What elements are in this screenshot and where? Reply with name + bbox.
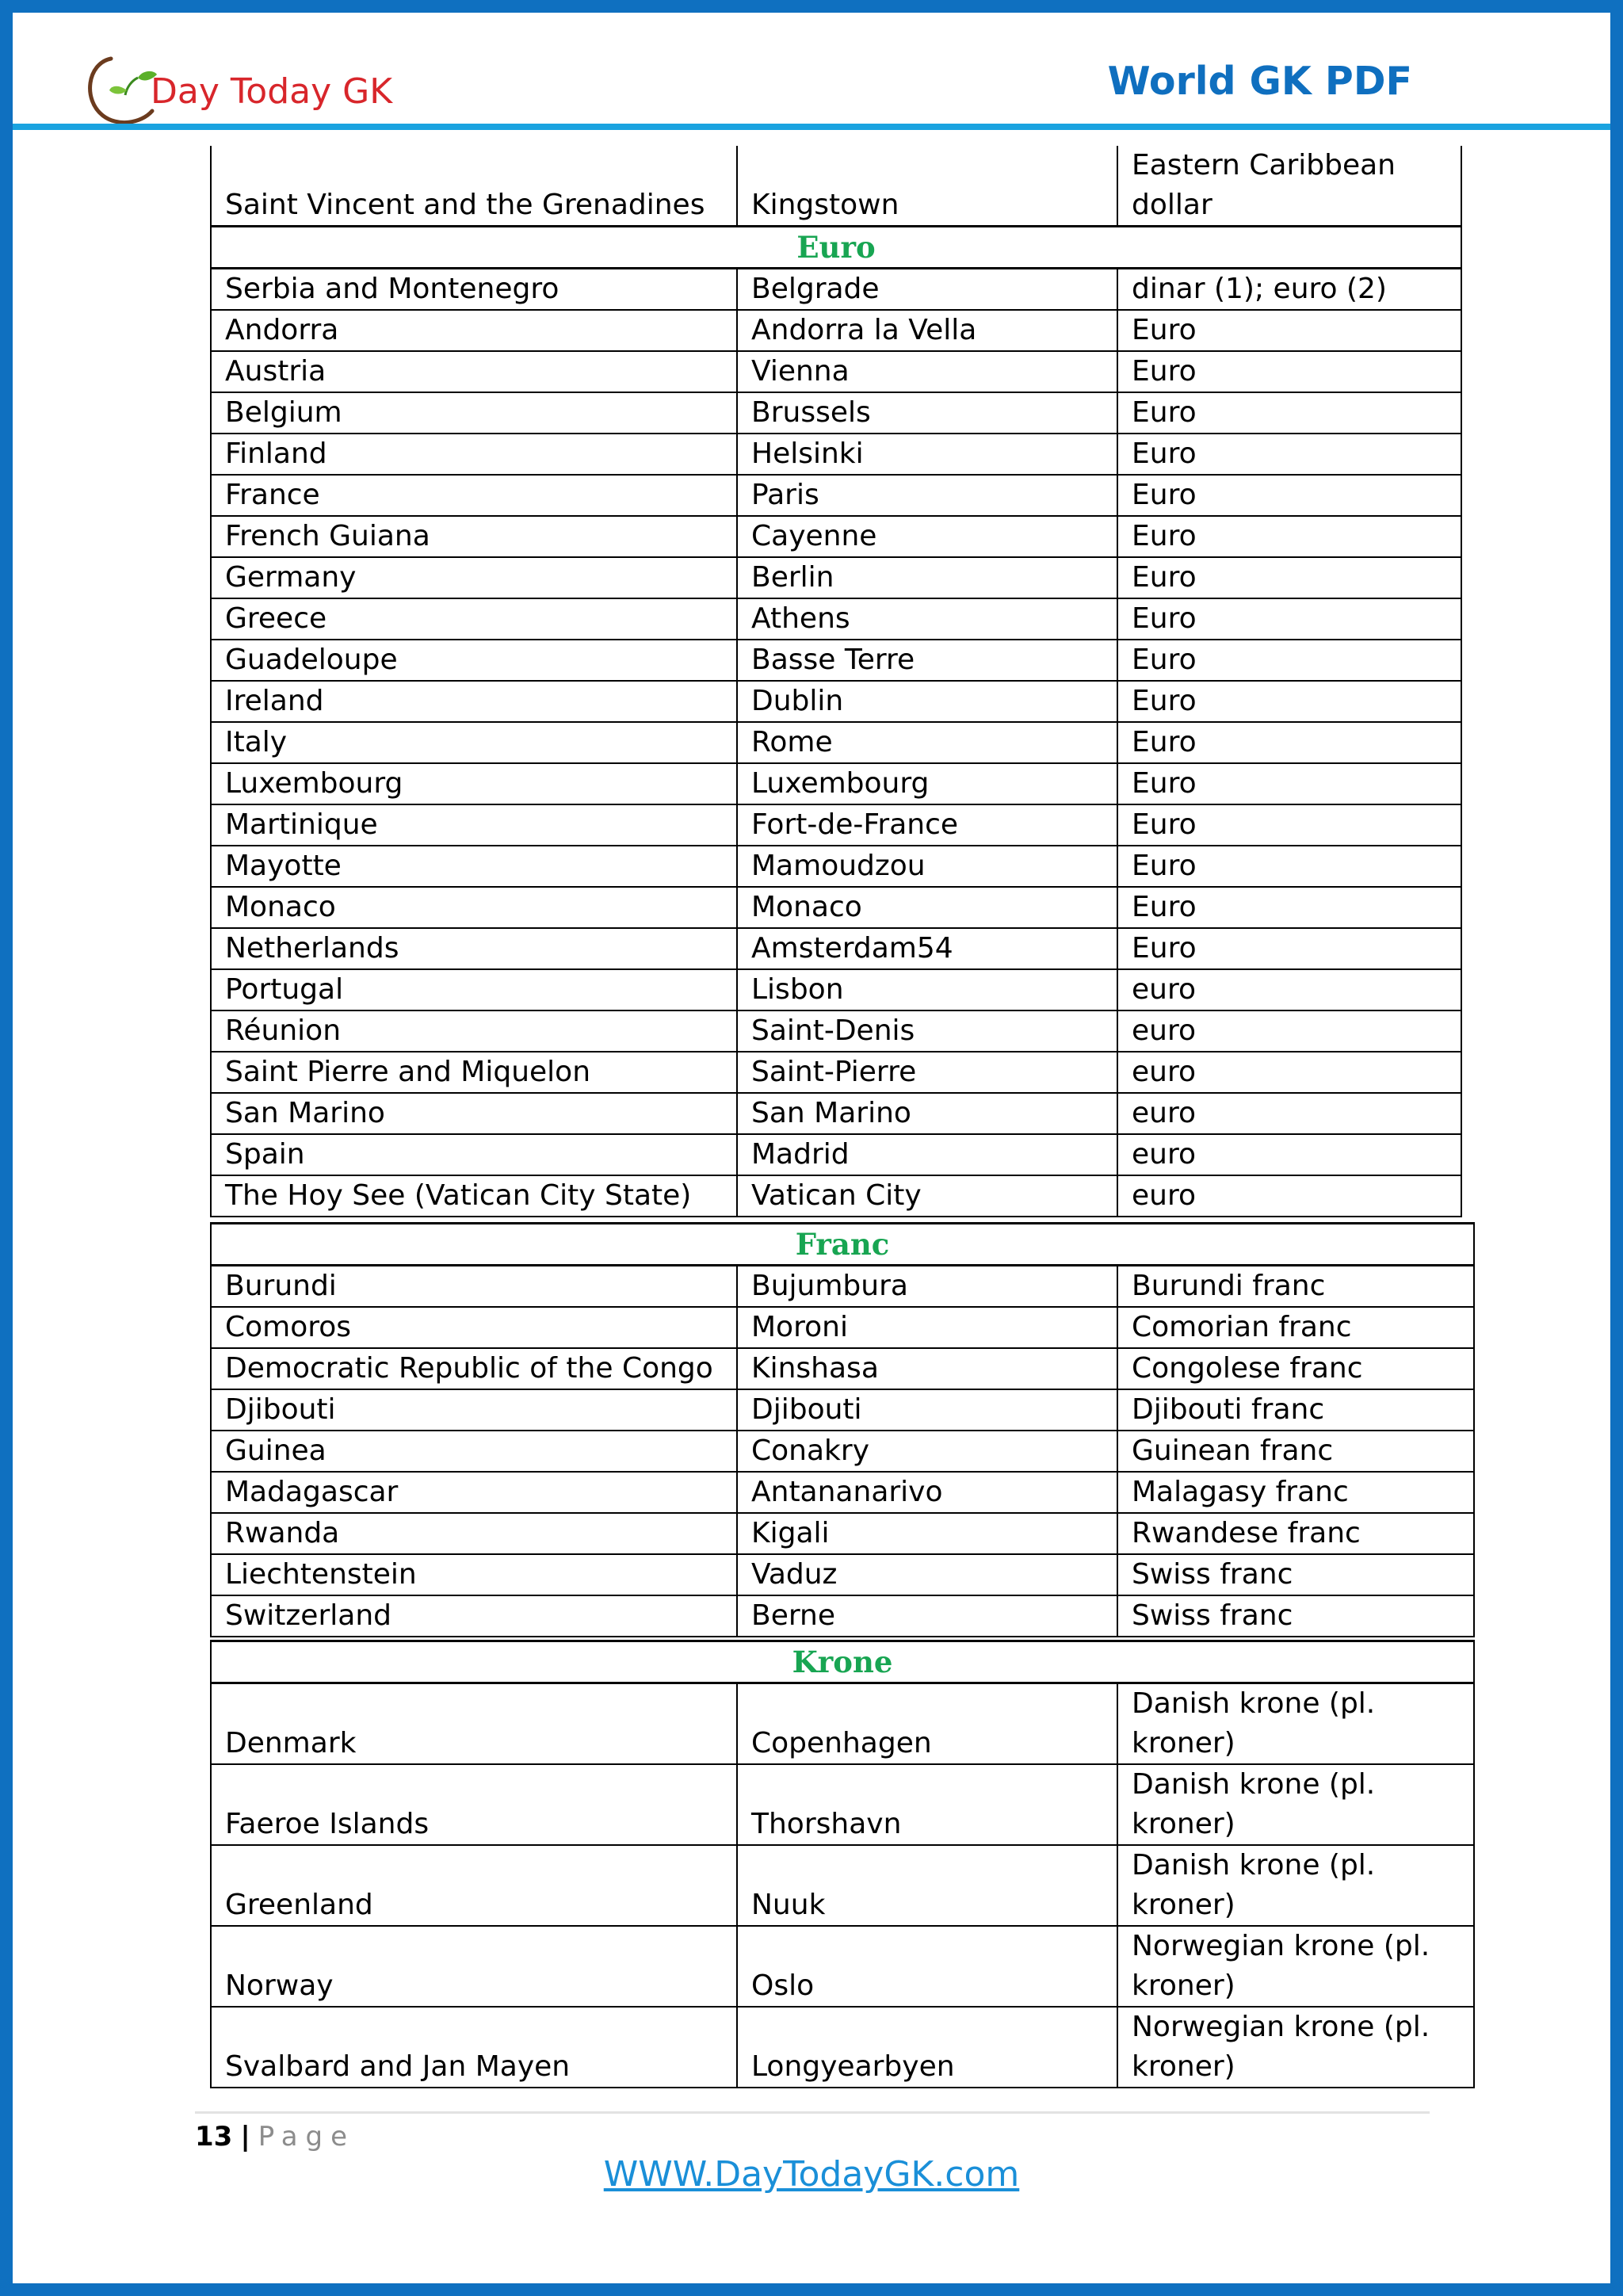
page-word: Page [258,2121,356,2153]
currency-cell: Swiss franc [1117,1595,1474,1637]
country-cell: Madagascar [211,1472,737,1513]
country-cell: Germany [211,557,737,598]
country-cell: Serbia and Montenegro [211,269,737,311]
capital-cell: Thorshavn [737,1764,1117,1845]
capital-cell: Nuuk [737,1845,1117,1926]
table-row [211,1513,1474,1554]
capital-cell: Luxembourg [737,763,1117,804]
table-row [211,1093,1461,1134]
capital-cell: Copenhagen [737,1683,1117,1765]
currency-cell: euro [1117,1175,1461,1217]
country-cell: Burundi [211,1266,737,1308]
capital-cell: Saint-Denis [737,1010,1117,1052]
currency-cell: Euro [1117,928,1461,969]
currency-cell: Euro [1117,640,1461,681]
table-row [211,1554,1474,1595]
country-cell: Norway [211,1926,737,2007]
table-row [211,722,1461,763]
table-row [211,269,1461,311]
capital-cell: Vatican City [737,1175,1117,1217]
country-cell: Comoros [211,1307,737,1348]
country-cell: Rwanda [211,1513,737,1554]
country-cell: Greece [211,598,737,640]
capital-cell: Oslo [737,1926,1117,2007]
table-row [211,1683,1474,1765]
currency-cell: Euro [1117,763,1461,804]
page-header [13,13,1610,124]
country-cell: Italy [211,722,737,763]
header-rule [13,124,1610,130]
capital-cell: Mamoudzou [737,846,1117,887]
page-number [195,2121,355,2153]
currency-cell: Danish krone (pl. kroner) [1117,1764,1474,1845]
country-cell: Greenland [211,1845,737,1926]
capital-cell: San Marino [737,1093,1117,1134]
currency-cell: Danish krone (pl. kroner) [1117,1845,1474,1926]
currency-cell: Euro [1117,681,1461,722]
logo-text: Day Today GK [151,71,393,112]
country-cell: Andorra [211,310,737,351]
table-row [211,2007,1474,2088]
currency-cell: Euro [1117,310,1461,351]
country-cell: San Marino [211,1093,737,1134]
country-cell: Denmark [211,1683,737,1765]
capital-cell: Helsinki [737,434,1117,475]
capital-cell: Kingstown [737,146,1117,227]
country-cell: Guinea [211,1431,737,1472]
currency-cell: Euro [1117,887,1461,928]
country-cell: Guadeloupe [211,640,737,681]
currency-cell: Norwegian krone (pl. kroner) [1117,1926,1474,2007]
table-row [211,1389,1474,1431]
currency-cell: Eastern Caribbean dollar [1117,146,1461,227]
capital-cell: Paris [737,475,1117,516]
table-row [211,1175,1461,1217]
table-row [211,598,1461,640]
currency-cell: euro [1117,1052,1461,1093]
capital-cell: Antananarivo [737,1472,1117,1513]
franc-rows [211,1266,1474,1637]
country-cell: Netherlands [211,928,737,969]
currency-cell: euro [1117,1010,1461,1052]
table-row [211,1472,1474,1513]
currency-cell: Euro [1117,557,1461,598]
capital-cell: Vienna [737,351,1117,392]
country-cell: Belgium [211,392,737,434]
capital-cell: Kigali [737,1513,1117,1554]
table-row [211,804,1461,846]
country-cell: Saint Vincent and the Grenadines [211,146,737,227]
currency-cell: Euro [1117,516,1461,557]
country-cell: Svalbard and Jan Mayen [211,2007,737,2088]
table-row [211,351,1461,392]
country-cell: Ireland [211,681,737,722]
currency-cell: Euro [1117,846,1461,887]
page-number-value: 13 [195,2121,233,2153]
section-heading-franc: Franc [211,1224,1474,1266]
krone-rows [211,1683,1474,2088]
section-heading-row [211,1641,1474,1683]
krone-table [210,1640,1475,2088]
capital-cell: Athens [737,598,1117,640]
capital-cell: Longyearbyen [737,2007,1117,2088]
currency-cell: Guinean franc [1117,1431,1474,1472]
capital-cell: Bujumbura [737,1266,1117,1308]
country-cell: Monaco [211,887,737,928]
currency-cell: Norwegian krone (pl. kroner) [1117,2007,1474,2088]
website-link[interactable]: WWW.DayTodayGK.com [603,2154,1020,2195]
table-row [211,1348,1474,1389]
capital-cell: Belgrade [737,269,1117,311]
capital-cell: Andorra la Vella [737,310,1117,351]
capital-cell: Amsterdam54 [737,928,1117,969]
table-row [211,146,1461,227]
table-row [211,1431,1474,1472]
currency-cell: Euro [1117,475,1461,516]
currency-cell: Congolese franc [1117,1348,1474,1389]
table-row [211,1595,1474,1637]
franc-table [210,1222,1475,1637]
table-row [211,475,1461,516]
euro-table [210,146,1462,1217]
table-row [211,846,1461,887]
section-heading-row [211,227,1461,269]
table-row [211,1926,1474,2007]
currency-cell: Euro [1117,351,1461,392]
capital-cell: Berne [737,1595,1117,1637]
table-row [211,392,1461,434]
capital-cell: Cayenne [737,516,1117,557]
euro-rows [211,269,1461,1217]
table-row [211,1307,1474,1348]
country-cell: Democratic Republic of the Congo [211,1348,737,1389]
capital-cell: Berlin [737,557,1117,598]
country-cell: Djibouti [211,1389,737,1431]
country-cell: Spain [211,1134,737,1175]
capital-cell: Conakry [737,1431,1117,1472]
currency-cell: Malagasy franc [1117,1472,1474,1513]
table-row [211,681,1461,722]
currency-cell: Euro [1117,598,1461,640]
table-row [211,1052,1461,1093]
currency-cell: dinar (1); euro (2) [1117,269,1461,311]
currency-cell: euro [1117,1093,1461,1134]
country-cell: France [211,475,737,516]
table-row [211,516,1461,557]
table-row [211,310,1461,351]
table-row [211,1134,1461,1175]
table-row [211,557,1461,598]
table-row [211,887,1461,928]
country-cell: Luxembourg [211,763,737,804]
currency-cell: Swiss franc [1117,1554,1474,1595]
country-cell: The Hoy See (Vatican City State) [211,1175,737,1217]
table-row [211,1010,1461,1052]
capital-cell: Rome [737,722,1117,763]
currency-cell: Euro [1117,392,1461,434]
currency-cell: Danish krone (pl. kroner) [1117,1683,1474,1765]
capital-cell: Kinshasa [737,1348,1117,1389]
country-cell: Austria [211,351,737,392]
table-row [211,1266,1474,1308]
table-row [211,928,1461,969]
capital-cell: Madrid [737,1134,1117,1175]
capital-cell: Saint-Pierre [737,1052,1117,1093]
country-cell: Finland [211,434,737,475]
table-row [211,434,1461,475]
table-row [211,969,1461,1010]
header-title: World GK PDF [1107,59,1412,104]
section-heading-krone: Krone [211,1641,1474,1683]
page-separator: | [240,2121,250,2153]
currency-cell: Euro [1117,804,1461,846]
footer-rule [195,2111,1430,2114]
currency-cell: Euro [1117,722,1461,763]
capital-cell: Fort-de-France [737,804,1117,846]
table-row [211,1845,1474,1926]
capital-cell: Djibouti [737,1389,1117,1431]
currency-cell: Djibouti franc [1117,1389,1474,1431]
capital-cell: Dublin [737,681,1117,722]
section-heading-row [211,1224,1474,1266]
table-row [211,640,1461,681]
capital-cell: Monaco [737,887,1117,928]
capital-cell: Basse Terre [737,640,1117,681]
country-cell: Portugal [211,969,737,1010]
capital-cell: Vaduz [737,1554,1117,1595]
currency-cell: Euro [1117,434,1461,475]
country-cell: Réunion [211,1010,737,1052]
currency-cell: euro [1117,1134,1461,1175]
currency-cell: Burundi franc [1117,1266,1474,1308]
country-cell: Mayotte [211,846,737,887]
country-cell: French Guiana [211,516,737,557]
table-row [211,1764,1474,1845]
country-cell: Saint Pierre and Miquelon [211,1052,737,1093]
currency-cell: Comorian franc [1117,1307,1474,1348]
capital-cell: Lisbon [737,969,1117,1010]
capital-cell: Brussels [737,392,1117,434]
table-row [211,763,1461,804]
country-cell: Faeroe Islands [211,1764,737,1845]
country-cell: Martinique [211,804,737,846]
country-cell: Liechtenstein [211,1554,737,1595]
section-heading-euro: Euro [211,227,1461,269]
country-cell: Switzerland [211,1595,737,1637]
currency-cell: euro [1117,969,1461,1010]
capital-cell: Moroni [737,1307,1117,1348]
currency-cell: Rwandese franc [1117,1513,1474,1554]
